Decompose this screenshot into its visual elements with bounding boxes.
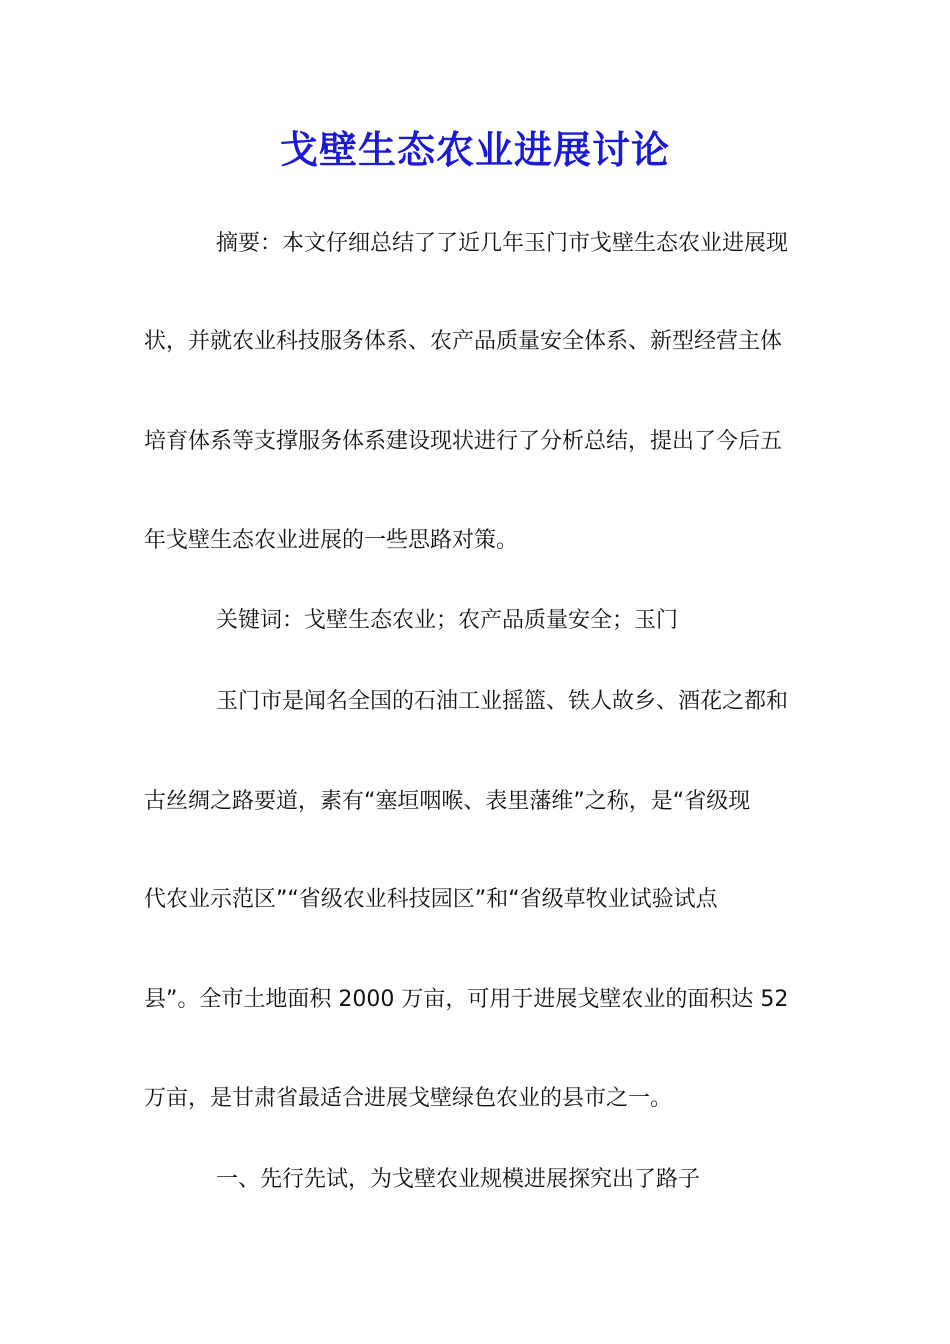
section-heading: 一、先行先试，为戈壁农业规模进展探究出了路子 xyxy=(216,1167,701,1192)
abstract-line-4: 年戈壁生态农业进展的一些思路对策。 xyxy=(144,528,519,553)
intro-line-4: 县”。全市土地面积 2000 万亩，可用于进展戈壁农业的面积达 52 xyxy=(144,987,789,1012)
intro-line-3: 代农业示范区”“省级农业科技园区”和“省级草牧业试验试点 xyxy=(144,887,718,912)
intro-line-5: 万亩，是甘肃省最适合进展戈壁绿色农业的县市之一。 xyxy=(144,1086,673,1111)
intro-line-1: 玉门市是闻名全国的石油工业摇篮、铁人故乡、酒花之都和 xyxy=(216,689,789,714)
keywords-line: 关键词：戈壁生态农业；农产品质量安全；玉门 xyxy=(216,608,679,633)
abstract-line-3: 培育体系等支撑服务体系建设现状进行了分析总结，提出了今后五 xyxy=(144,429,783,454)
document-title: 戈壁生态农业进展讨论 xyxy=(279,127,670,172)
intro-line-2: 古丝绸之路要道，素有“塞垣咽喉、表里藩维”之称，是“省级现 xyxy=(144,789,751,814)
abstract-line-2: 状，并就农业科技服务体系、农产品质量安全体系、新型经营主体 xyxy=(144,329,783,354)
abstract-line-1: 摘要：本文仔细总结了了近几年玉门市戈壁生态农业进展现 xyxy=(216,231,789,256)
